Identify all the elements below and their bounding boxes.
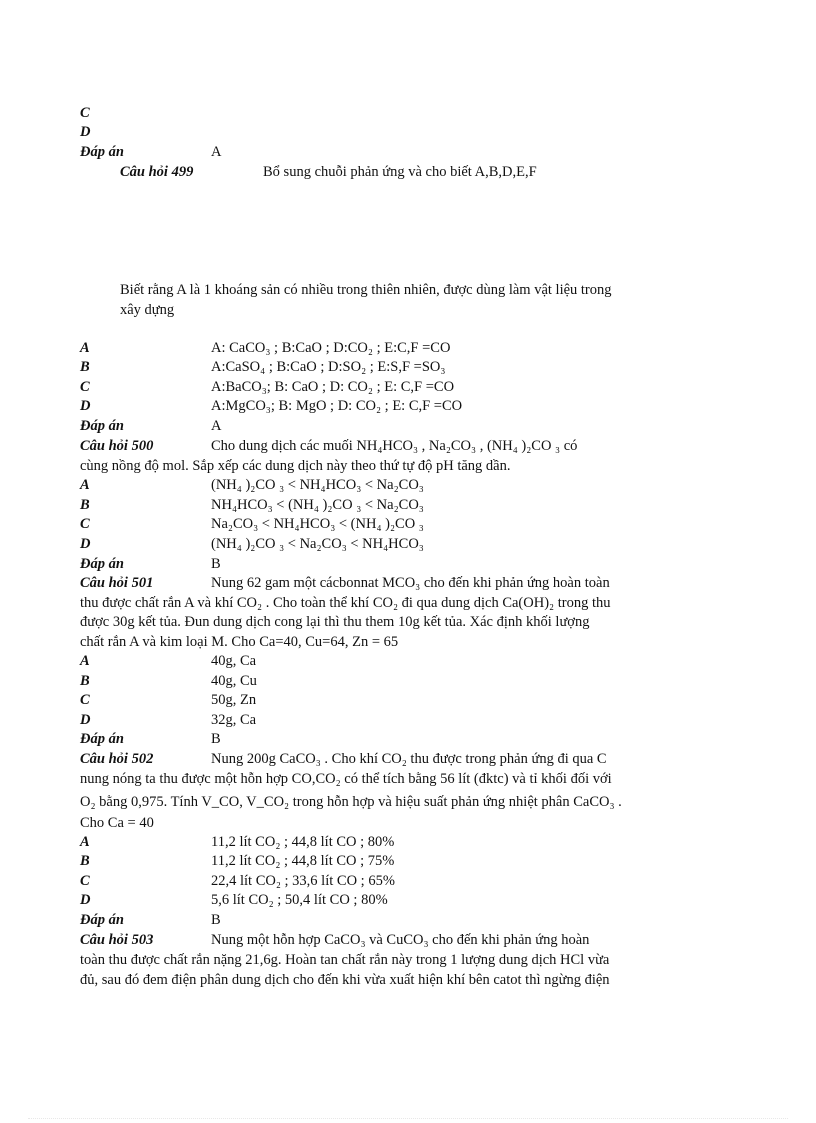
answer-value: A: [211, 144, 222, 160]
option-label-c: C: [80, 105, 90, 121]
option-label: A: [80, 477, 90, 493]
answer-value: B: [211, 912, 221, 928]
option-label: C: [80, 873, 90, 889]
option-label: B: [80, 853, 90, 869]
option-label: C: [80, 692, 90, 708]
option-label: D: [80, 712, 91, 728]
option-text: 5,6 lít CO₂ ; 50,4 lít CO ; 80%: [211, 892, 388, 908]
answer-label: Đáp án: [80, 731, 124, 747]
option-text: NH₄HCO₃ < (NH₄ )₂CO ₃ < Na₂CO₃: [211, 497, 424, 513]
question-text-503-line2: toàn thu được chất rắn nặng 21,6g. Hoàn tan chất rắn này trong 1 lượng dung dịch HCl vừa: [80, 952, 610, 968]
option-label: D: [80, 536, 91, 552]
answer-value: B: [211, 731, 221, 747]
option-label: A: [80, 653, 90, 669]
option-label: B: [80, 359, 90, 375]
question-title-502: Câu hỏi 502: [80, 751, 154, 767]
option-text: A: CaCO₃ ; B:CaO ; D:CO₂ ; E:C,F =CO: [211, 340, 451, 356]
option-text: A:CaSO₄ ; B:CaO ; D:SO₂ ; E:S,F =SO₃: [211, 359, 446, 375]
option-label: C: [80, 379, 90, 395]
answer-value: B: [211, 556, 221, 572]
option-label: A: [80, 340, 90, 356]
question-text-501-line3: được 30g kết tủa. Đun dung dịch cong lại thì thu them 10g kết tủa. Xác định khối lượng: [80, 614, 590, 630]
option-label: D: [80, 398, 91, 414]
option-text: 50g, Zn: [211, 692, 257, 708]
question-text-503-line3: đủ, sau đó đem điện phân dung dịch cho đến khi vừa xuất hiện khí bên catot thì ngừng điện: [80, 972, 610, 988]
option-label: C: [80, 516, 90, 532]
option-text: 32g, Ca: [211, 712, 257, 728]
question-text-502-line4: Cho Ca = 40: [80, 815, 154, 831]
answer-label: Đáp án: [80, 556, 124, 572]
question-text-501-line1: Nung 62 gam một cácbonnat MCO₃ cho đến khi phản ứng hoàn toàn: [211, 575, 610, 591]
answer-label: Đáp án: [80, 912, 124, 928]
question-text-500-line1: Cho dung dịch các muối NH₄HCO₃ , Na₂CO₃ , (NH₄ )₂CO ₃ có: [211, 438, 578, 454]
option-text: 40g, Cu: [211, 673, 257, 689]
option-text: A:BaCO₃; B: CaO ; D: CO₂ ; E: C,F =CO: [211, 379, 455, 395]
question-text-501-line2: thu được chất rắn A và khí CO₂ . Cho toàn thể khí CO₂ đi qua dung dịch Ca(OH)₂ trong thu: [80, 595, 611, 611]
question-title-500: Câu hỏi 500: [80, 438, 154, 454]
option-text: (NH₄ )₂CO ₃ < NH₄HCO₃ < Na₂CO₃: [211, 477, 424, 493]
question-text-501-line4: chất rắn A và kim loại M. Cho Ca=40, Cu=64, Zn = 65: [80, 634, 399, 650]
option-text: (NH₄ )₂CO ₃ < Na₂CO₃ < NH₄HCO₃: [211, 536, 424, 552]
option-label: D: [80, 892, 91, 908]
question-text-499: Bổ sung chuỗi phản ứng và cho biết A,B,D,E,F: [263, 164, 537, 180]
answer-value: A: [211, 418, 222, 434]
option-text: Na₂CO₃ < NH₄HCO₃ < (NH₄ )₂CO ₃: [211, 516, 424, 532]
option-label-d: D: [80, 124, 91, 140]
option-label: A: [80, 834, 90, 850]
question-desc-499-line2: xây dựng: [120, 302, 175, 318]
option-text: 22,4 lít CO₂ ; 33,6 lít CO ; 65%: [211, 873, 395, 889]
answer-label: Đáp án: [80, 418, 124, 434]
option-text: 40g, Ca: [211, 653, 257, 669]
question-desc-499-line1: Biết rằng A là 1 khoáng sản có nhiều trong thiên nhiên, được dùng làm vật liệu trong: [120, 282, 612, 298]
option-text: 11,2 lít CO₂ ; 44,8 lít CO ; 80%: [211, 834, 395, 850]
question-text-502-line3: O₂ bằng 0,975. Tính V_CO, V_CO₂ trong hỗn hợp và hiệu suất phản ứng nhiệt phân CaCO₃ .: [80, 794, 622, 810]
question-text-502-line1: Nung 200g CaCO₃ . Cho khí CO₂ thu được trong phản ứng đi qua C: [211, 751, 607, 767]
question-title-499: Câu hỏi 499: [120, 164, 194, 180]
question-title-503: Câu hỏi 503: [80, 932, 154, 948]
page-divider: [28, 1118, 788, 1119]
option-label: B: [80, 673, 90, 689]
question-title-501: Câu hỏi 501: [80, 575, 154, 591]
option-label: B: [80, 497, 90, 513]
question-text-500-line2: cùng nồng độ mol. Sắp xếp các dung dịch này theo thứ tự độ pH tăng dần.: [80, 458, 511, 474]
question-text-502-line2: nung nóng ta thu được một hỗn hợp CO,CO₂ có thể tích bằng 56 lít (đktc) và tỉ khối đối với: [80, 771, 612, 787]
option-text: A:MgCO₃; B: MgO ; D: CO₂ ; E: C,F =CO: [211, 398, 463, 414]
question-text-503-line1: Nung một hỗn hợp CaCO₃ và CuCO₃ cho đến khi phản ứng hoàn: [211, 932, 590, 948]
answer-label: Đáp án: [80, 144, 124, 160]
option-text: 11,2 lít CO₂ ; 44,8 lít CO ; 75%: [211, 853, 395, 869]
